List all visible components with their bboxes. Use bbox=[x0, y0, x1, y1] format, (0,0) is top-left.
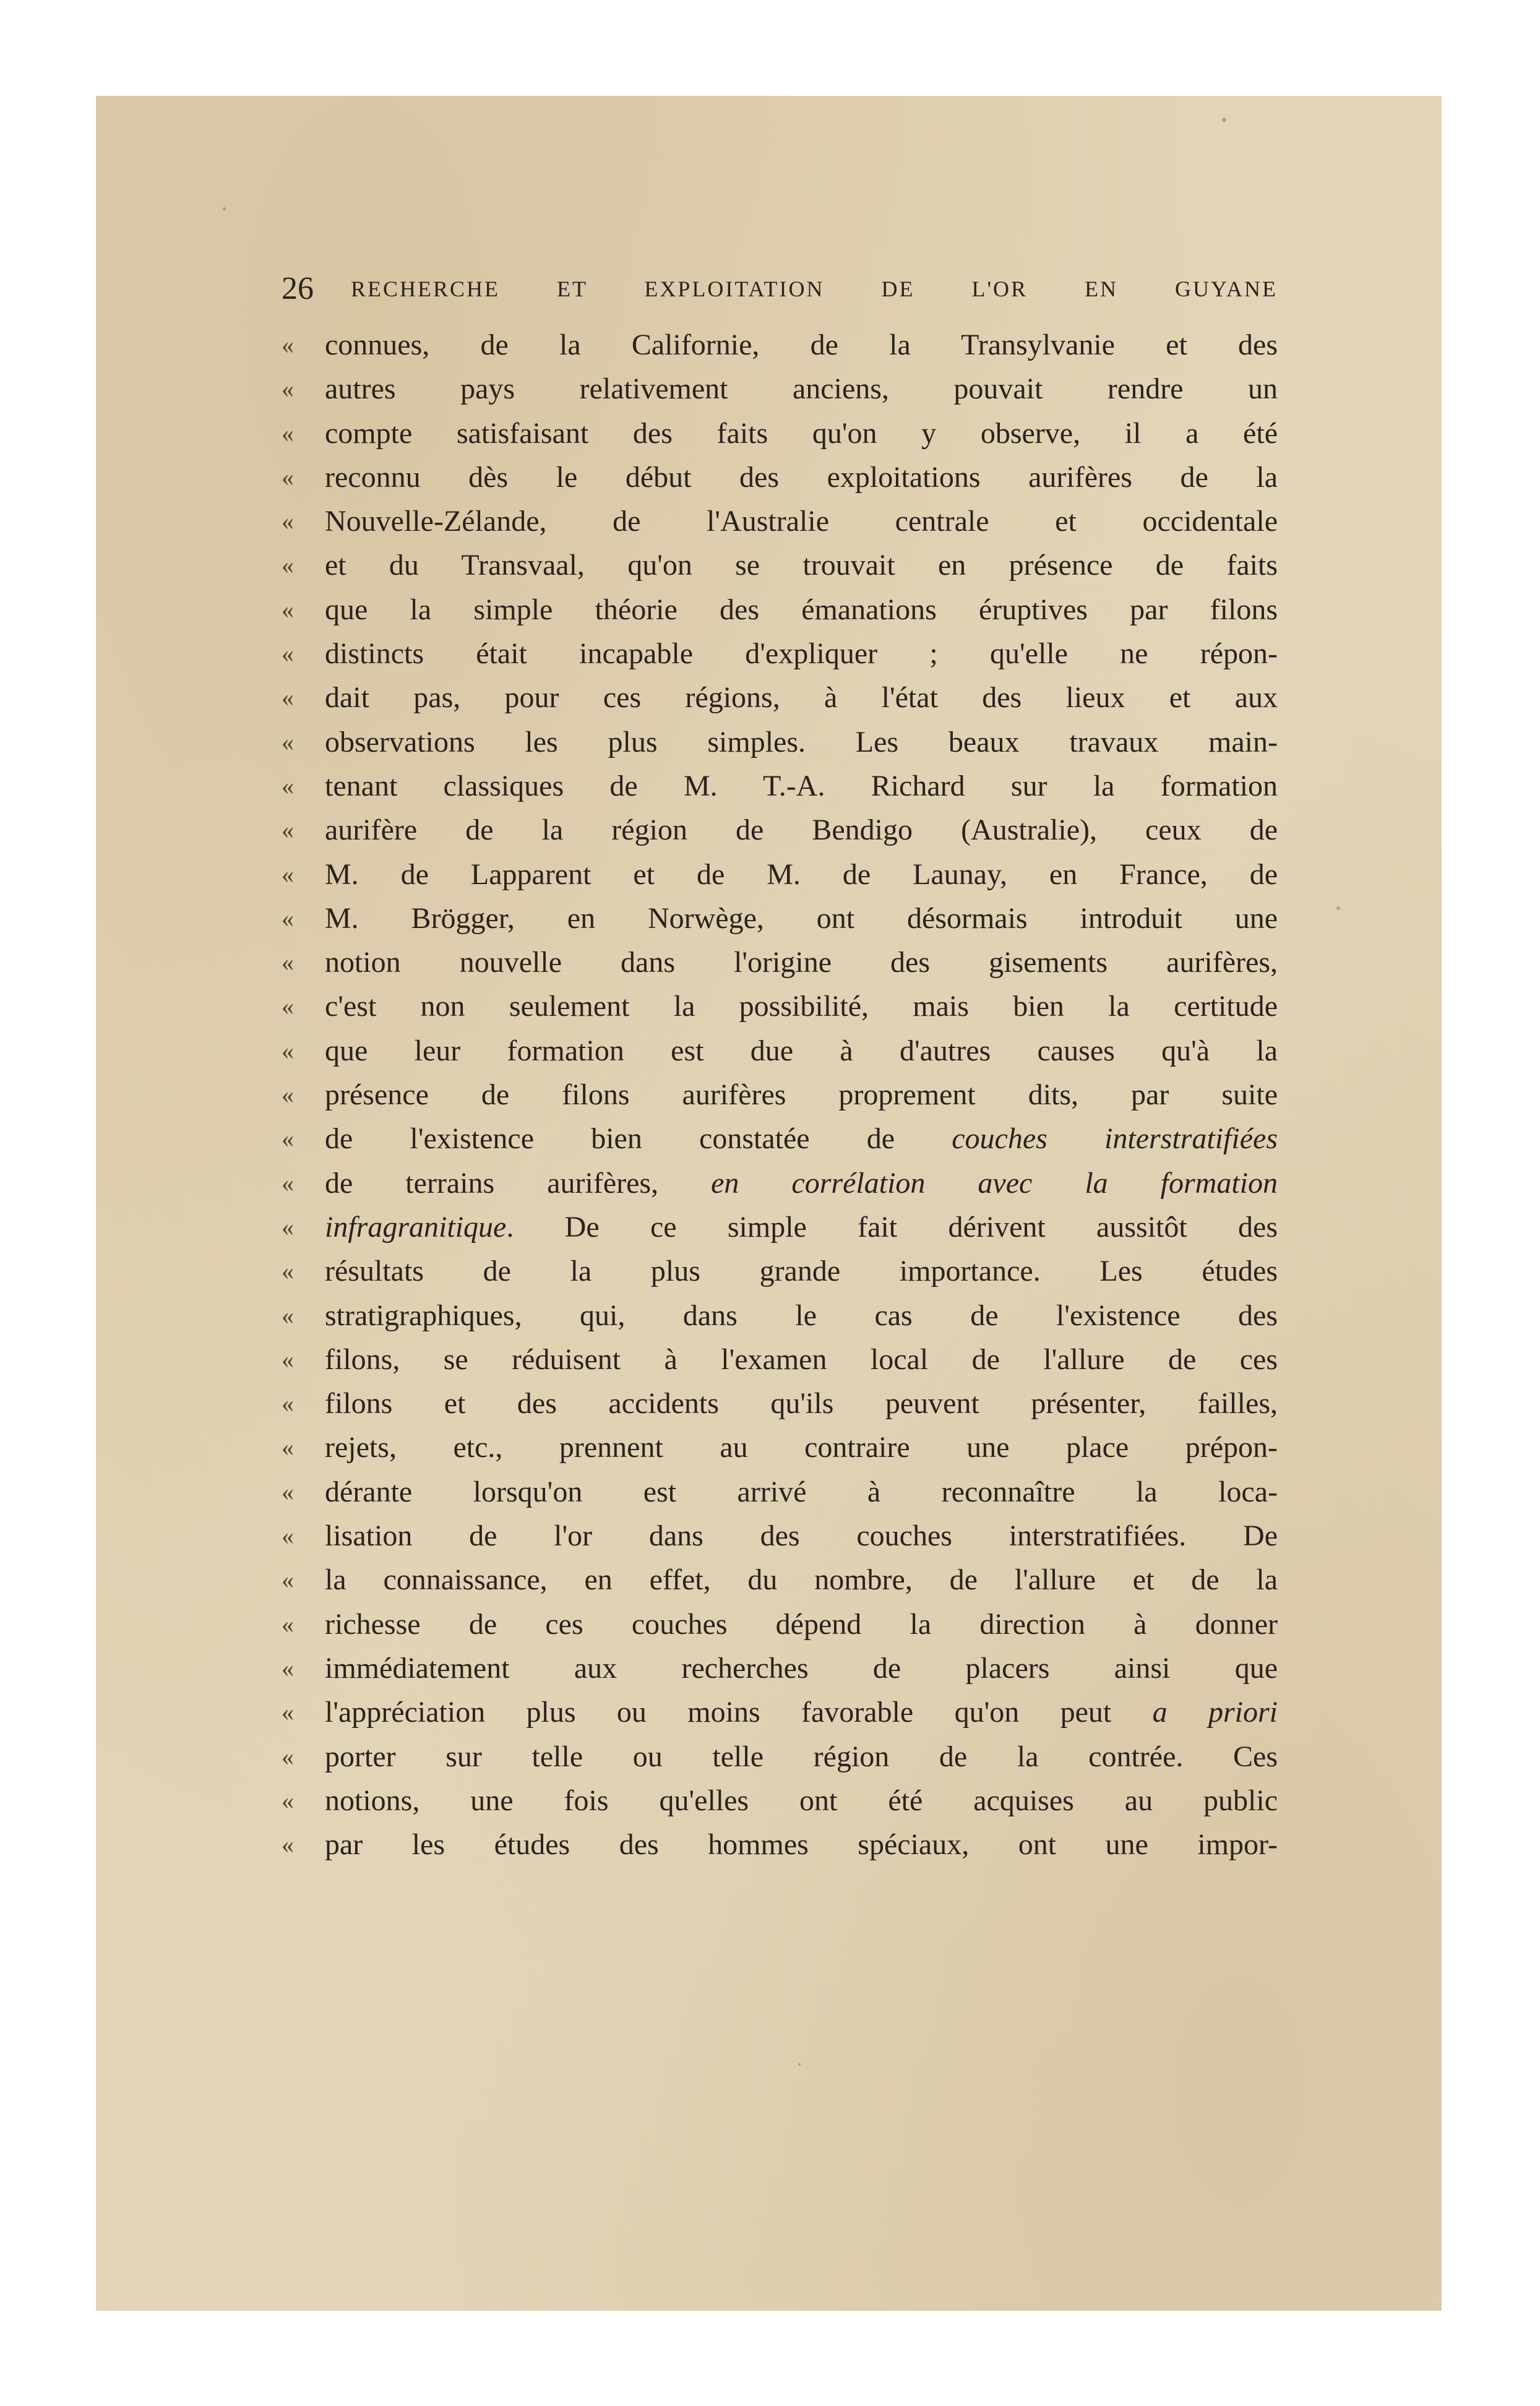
text-line bbox=[282, 1602, 1278, 1646]
quote-mark: « bbox=[282, 331, 294, 359]
text-line bbox=[282, 367, 1278, 411]
line-text bbox=[325, 1117, 1278, 1161]
quote-mark: « bbox=[282, 1433, 294, 1462]
text-line bbox=[282, 1294, 1278, 1338]
line-text-run: par les études des hommes spéciaux, ont une impor- bbox=[325, 1828, 1278, 1862]
line-text bbox=[325, 411, 1278, 455]
line-text bbox=[325, 1425, 1278, 1469]
quote-mark: « bbox=[282, 1742, 294, 1771]
quote-mark: « bbox=[282, 1698, 294, 1727]
text-line bbox=[282, 323, 1278, 367]
line-text-run: dérante lorsqu'on est arrivé à reconnaître la loca- bbox=[325, 1475, 1278, 1508]
quote-mark: « bbox=[282, 1125, 294, 1153]
italic-phrase: a priori bbox=[1152, 1696, 1278, 1729]
line-text bbox=[325, 499, 1278, 543]
line-text-run: autres pays relativement anciens, pouvait rendre un bbox=[325, 372, 1278, 406]
quote-mark: « bbox=[282, 1831, 294, 1859]
line-text-run: connues, de la Californie, de la Transylvanie et des bbox=[325, 329, 1278, 361]
line-text-run: porter sur telle ou telle région de la contrée. Ces bbox=[325, 1740, 1278, 1773]
text-line bbox=[282, 1029, 1278, 1073]
line-text-run: notions, une fois qu'elles ont été acquises au public bbox=[325, 1784, 1278, 1817]
line-text-run: . De ce simple fait dérivent aussitôt des bbox=[506, 1210, 1278, 1244]
line-text-run: distincts était incapable d'expliquer ; qu'elle ne répon- bbox=[325, 637, 1278, 671]
quote-mark: « bbox=[282, 375, 294, 403]
text-line bbox=[282, 1117, 1278, 1161]
line-text bbox=[325, 1338, 1278, 1381]
line-text bbox=[325, 1779, 1278, 1823]
line-text-run: notion nouvelle dans l'origine des gisements aurifères, bbox=[325, 946, 1278, 979]
line-text bbox=[325, 676, 1278, 720]
quote-mark: « bbox=[282, 551, 294, 580]
quote-mark: « bbox=[282, 992, 294, 1021]
line-text-run: que leur formation est due à d'autres causes qu'à la bbox=[325, 1034, 1278, 1067]
text-line bbox=[282, 1735, 1278, 1779]
line-text bbox=[325, 323, 1278, 367]
quote-mark: « bbox=[282, 948, 294, 977]
quote-mark: « bbox=[282, 507, 294, 536]
line-text bbox=[325, 1690, 1278, 1734]
line-text-run: filons et des accidents qu'ils peuvent présenter, failles, bbox=[325, 1387, 1278, 1420]
line-text bbox=[325, 1514, 1278, 1558]
line-text bbox=[325, 1294, 1278, 1338]
line-text-run: immédiatement aux recherches de placers ainsi que bbox=[325, 1651, 1278, 1685]
quote-mark: « bbox=[282, 684, 294, 712]
quote-mark: « bbox=[282, 1345, 294, 1373]
italic-phrase: en corrélation avec la formation bbox=[711, 1166, 1278, 1200]
line-text-run: de terrains aurifères, bbox=[325, 1166, 712, 1200]
quote-mark: « bbox=[282, 904, 294, 932]
page-number: 26 bbox=[282, 271, 314, 306]
text-line bbox=[282, 499, 1278, 543]
text-line bbox=[282, 1514, 1278, 1558]
line-text-run: tenant classiques de M. T.-A. Richard sur la formation bbox=[325, 769, 1278, 802]
quote-mark: « bbox=[282, 1566, 294, 1594]
text-line bbox=[282, 1690, 1278, 1734]
text-line bbox=[282, 984, 1278, 1028]
text-line bbox=[282, 1646, 1278, 1690]
line-text-run: Nouvelle-Zélande, de l'Australie centrale et occidentale bbox=[325, 505, 1278, 538]
body-text bbox=[282, 323, 1278, 1867]
quote-mark: « bbox=[282, 640, 294, 668]
quote-mark: « bbox=[282, 1213, 294, 1241]
line-text-run: dait pas, pour ces régions, à l'état des lieux et aux bbox=[325, 681, 1278, 715]
line-text bbox=[325, 984, 1278, 1028]
quote-mark: « bbox=[282, 463, 294, 491]
quote-mark: « bbox=[282, 728, 294, 756]
line-text-run: compte satisfaisant des faits qu'on y observe, il a été bbox=[325, 416, 1278, 450]
text-line bbox=[282, 1823, 1278, 1867]
paper-speck bbox=[798, 2063, 801, 2066]
line-text-run: reconnu dès le début des exploitations aurifères de la bbox=[325, 460, 1278, 494]
line-text bbox=[325, 1602, 1278, 1646]
text-line bbox=[282, 1073, 1278, 1117]
text-line bbox=[282, 1161, 1278, 1205]
line-text-run: de l'existence bien constatée de bbox=[325, 1122, 952, 1156]
line-text-run: stratigraphiques, qui, dans le cas de l'existence des bbox=[325, 1299, 1278, 1332]
line-text-run: filons, se réduisent à l'examen local de l'allure de ces bbox=[325, 1343, 1278, 1376]
quote-mark: « bbox=[282, 1522, 294, 1550]
text-line bbox=[282, 764, 1278, 808]
line-text bbox=[325, 1249, 1278, 1293]
text-line bbox=[282, 853, 1278, 896]
quote-mark: « bbox=[282, 771, 294, 800]
text-line bbox=[282, 896, 1278, 940]
line-text-run: observations les plus simples. Les beaux travaux main- bbox=[325, 725, 1278, 758]
italic-phrase: infragranitique bbox=[325, 1210, 507, 1244]
line-text bbox=[325, 1558, 1278, 1602]
text-line bbox=[282, 411, 1278, 455]
line-text bbox=[325, 367, 1278, 411]
line-text bbox=[325, 940, 1278, 984]
line-text-run: aurifère de la région de Bendigo (Australie), ceux de bbox=[325, 814, 1278, 847]
quote-mark: « bbox=[282, 1169, 294, 1197]
line-text bbox=[325, 720, 1278, 764]
line-text-run: l'appréciation plus ou moins favorable qu'on peut bbox=[325, 1696, 1153, 1729]
quote-mark: « bbox=[282, 1036, 294, 1065]
line-text bbox=[325, 1029, 1278, 1073]
line-text bbox=[325, 853, 1278, 896]
text-line bbox=[282, 808, 1278, 852]
line-text-run: rejets, etc., prennent au contraire une place prépon- bbox=[325, 1431, 1278, 1464]
quote-mark: « bbox=[282, 816, 294, 844]
italic-phrase: couches interstratifiées bbox=[952, 1122, 1278, 1156]
text-line bbox=[282, 1779, 1278, 1823]
line-text-run: que la simple théorie des émanations éruptives par filons bbox=[325, 593, 1278, 626]
quote-mark: « bbox=[282, 595, 294, 624]
text-line bbox=[282, 1381, 1278, 1425]
line-text bbox=[325, 1205, 1278, 1249]
line-text-run: résultats de la plus grande importance. Les études bbox=[325, 1255, 1278, 1288]
quote-mark: « bbox=[282, 1610, 294, 1638]
line-text-run: la connaissance, en effet, du nombre, de l'allure et de la bbox=[325, 1563, 1278, 1597]
text-line bbox=[282, 588, 1278, 632]
running-header bbox=[282, 267, 1278, 311]
running-title: RECHERCHE ET EXPLOITATION DE L'OR EN GUYANE bbox=[351, 277, 1278, 301]
quote-mark: « bbox=[282, 1654, 294, 1682]
text-line bbox=[282, 1558, 1278, 1602]
line-text bbox=[325, 896, 1278, 940]
line-text bbox=[325, 1823, 1278, 1867]
line-text bbox=[325, 588, 1278, 632]
text-line bbox=[282, 720, 1278, 764]
quote-mark: « bbox=[282, 1301, 294, 1330]
text-line bbox=[282, 940, 1278, 984]
text-line bbox=[282, 1338, 1278, 1381]
line-text-run: M. Brögger, en Norwège, ont désormais introduit une bbox=[325, 901, 1278, 935]
line-text bbox=[325, 1735, 1278, 1779]
line-text-run: présence de filons aurifères proprement dits, par suite bbox=[325, 1078, 1278, 1112]
quote-mark: « bbox=[282, 1477, 294, 1506]
text-line bbox=[282, 455, 1278, 499]
text-line bbox=[282, 676, 1278, 720]
line-text bbox=[325, 1470, 1278, 1514]
quote-mark: « bbox=[282, 1257, 294, 1286]
line-text bbox=[325, 455, 1278, 499]
text-line bbox=[282, 1470, 1278, 1514]
line-text bbox=[325, 764, 1278, 808]
text-line bbox=[282, 1425, 1278, 1469]
line-text-run: et du Transvaal, qu'on se trouvait en présence de faits bbox=[325, 549, 1278, 582]
paper-speck bbox=[1222, 118, 1226, 122]
paper-speck bbox=[1336, 906, 1340, 910]
quote-mark: « bbox=[282, 1081, 294, 1109]
quote-mark: « bbox=[282, 1390, 294, 1418]
quote-mark: « bbox=[282, 419, 294, 447]
text-line bbox=[282, 632, 1278, 676]
line-text-run: M. de Lapparent et de M. de Launay, en France, de bbox=[325, 857, 1278, 891]
text-line bbox=[282, 543, 1278, 587]
line-text bbox=[325, 632, 1278, 676]
line-text bbox=[325, 1161, 1278, 1205]
line-text-run: richesse de ces couches dépend la direction à donner bbox=[325, 1607, 1278, 1641]
line-text bbox=[325, 808, 1278, 852]
line-text-run: c'est non seulement la possibilité, mais bien la certitude bbox=[325, 990, 1278, 1023]
paper-speck bbox=[223, 207, 226, 210]
line-text bbox=[325, 543, 1278, 587]
quote-mark: « bbox=[282, 860, 294, 888]
text-line bbox=[282, 1249, 1278, 1293]
line-text bbox=[325, 1381, 1278, 1425]
line-text-run: lisation de l'or dans des couches interstratifiées. De bbox=[325, 1519, 1278, 1553]
text-line bbox=[282, 1205, 1278, 1249]
line-text bbox=[325, 1073, 1278, 1117]
line-text bbox=[325, 1646, 1278, 1690]
quote-mark: « bbox=[282, 1786, 294, 1815]
